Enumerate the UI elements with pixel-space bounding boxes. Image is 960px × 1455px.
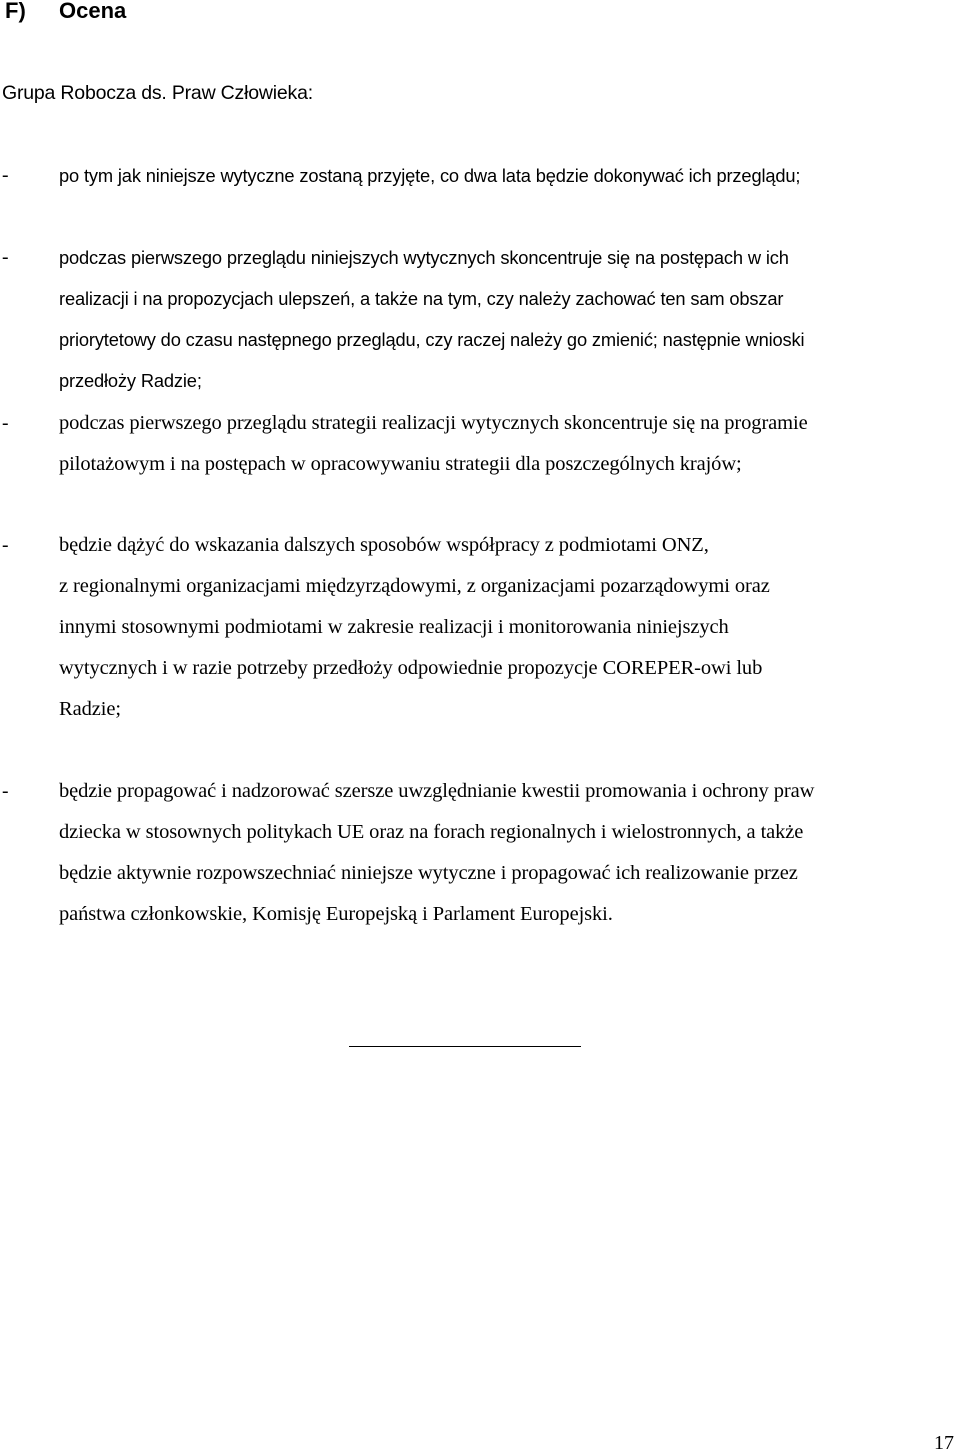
section-heading <box>5 0 126 24</box>
group-label: Grupa Robocza ds. Praw Człowieka: <box>2 82 313 104</box>
list-item-text: podczas pierwszego przeglądu strategii realizacji wytycznych skoncentruje się na programie pilotażowym i na postępach w opracowywaniu strategii dla poszczególnych krajów; <box>59 412 808 475</box>
list-dash: - <box>2 781 9 802</box>
list-dash: - <box>2 165 9 186</box>
list-item-text: będzie dążyć do wskazania dalszych sposobów współpracy z podmiotami ONZ, z regionalnymi organizacjami międzyrządowymi, z organizacjami pozarządowymi oraz innymi stosownymi podmiotami w zakresie realizacji i monitorowania niniejszych wytycznych i w razie potrzeby przedłoży odpowiednie propozycje COREPER-owi lub Radzie; <box>59 534 770 720</box>
list-item-text: będzie propagować i nadzorować szersze uwzględnianie kwestii promowania i ochrony praw dziecka w stosownych politykach UE oraz na forach regionalnych i wielostronnych, a także będzie aktywnie rozpowszechniać niniejsze wytyczne i propagować ich realizowanie przez państwa członkowskie, Komisję Europejską i Parlament Europejski. <box>59 780 815 925</box>
list-dash: - <box>2 535 9 556</box>
section-number: F) <box>5 0 26 23</box>
section-title: Ocena <box>59 0 127 23</box>
list-item-text: podczas pierwszego przeglądu niniejszych wytycznych skoncentruje się na postępach w ich realizacji i na propozycjach ulepszeń, a także na tym, czy należy zachować ten sam obszar priorytetowy do czasu następnego przeglądu, czy raczej należy go zmienić; następnie wnioski przedłoży Radzie; <box>59 247 805 391</box>
list-dash: - <box>2 247 9 268</box>
page-number: 17 <box>934 1432 954 1454</box>
footnote-separator <box>349 1046 581 1047</box>
list-dash: - <box>2 413 9 434</box>
list-item-text: po tym jak niniejsze wytyczne zostaną przyjęte, co dwa lata będzie dokonywać ich przeglądu; <box>59 165 801 186</box>
